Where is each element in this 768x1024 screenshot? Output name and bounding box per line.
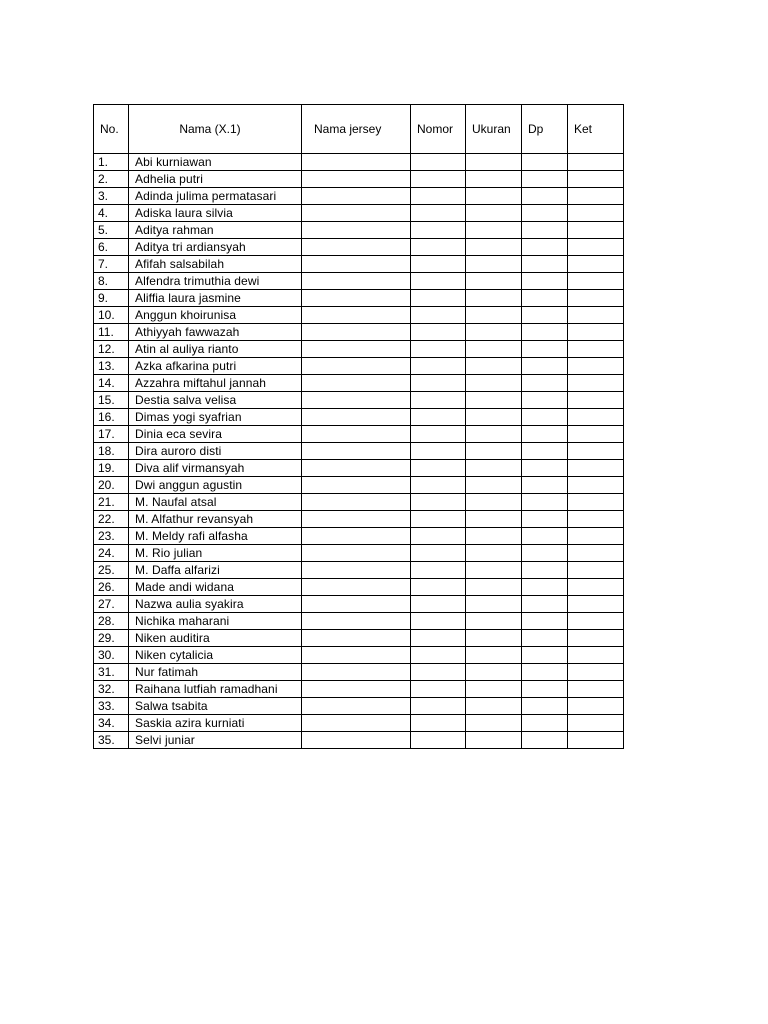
- nama-jersey-cell: [302, 256, 411, 273]
- nomor-cell: [411, 154, 466, 171]
- ket-cell: [568, 715, 624, 732]
- ket-cell: [568, 409, 624, 426]
- ket-cell: [568, 545, 624, 562]
- student-name: Raihana lutfiah ramadhani: [129, 681, 302, 698]
- row-number: 20.: [94, 477, 129, 494]
- table-row: [94, 732, 624, 749]
- table-row: [94, 460, 624, 477]
- nomor-cell: [411, 205, 466, 222]
- nomor-cell: [411, 409, 466, 426]
- row-number: 25.: [94, 562, 129, 579]
- nama-jersey-cell: [302, 698, 411, 715]
- nomor-cell: [411, 596, 466, 613]
- ket-cell: [568, 596, 624, 613]
- ket-cell: [568, 477, 624, 494]
- student-name: Aditya rahman: [129, 222, 302, 239]
- table-row: [94, 273, 624, 290]
- row-number: 29.: [94, 630, 129, 647]
- ukuran-cell: [466, 596, 522, 613]
- table-row: [94, 392, 624, 409]
- ket-cell: [568, 579, 624, 596]
- nama-jersey-cell: [302, 579, 411, 596]
- ukuran-cell: [466, 698, 522, 715]
- row-number: 2.: [94, 171, 129, 188]
- student-name: Azzahra miftahul jannah: [129, 375, 302, 392]
- nama-jersey-cell: [302, 613, 411, 630]
- dp-cell: [522, 443, 568, 460]
- ket-cell: [568, 647, 624, 664]
- nomor-cell: [411, 426, 466, 443]
- ukuran-cell: [466, 460, 522, 477]
- dp-cell: [522, 664, 568, 681]
- header-ukuran: Ukuran: [466, 105, 522, 154]
- dp-cell: [522, 426, 568, 443]
- nomor-cell: [411, 545, 466, 562]
- nomor-cell: [411, 222, 466, 239]
- row-number: 3.: [94, 188, 129, 205]
- ket-cell: [568, 222, 624, 239]
- student-name: Selvi juniar: [129, 732, 302, 749]
- table-row: [94, 528, 624, 545]
- ket-cell: [568, 154, 624, 171]
- dp-cell: [522, 324, 568, 341]
- student-name: M. Daffa alfarizi: [129, 562, 302, 579]
- nama-jersey-cell: [302, 732, 411, 749]
- nomor-cell: [411, 171, 466, 188]
- ket-cell: [568, 273, 624, 290]
- dp-cell: [522, 188, 568, 205]
- row-number: 26.: [94, 579, 129, 596]
- row-number: 5.: [94, 222, 129, 239]
- row-number: 30.: [94, 647, 129, 664]
- table-row: [94, 681, 624, 698]
- nama-jersey-cell: [302, 188, 411, 205]
- nama-jersey-cell: [302, 460, 411, 477]
- student-name: Aditya tri ardiansyah: [129, 239, 302, 256]
- student-name: Afifah salsabilah: [129, 256, 302, 273]
- table-row: [94, 426, 624, 443]
- ket-cell: [568, 511, 624, 528]
- dp-cell: [522, 698, 568, 715]
- ket-cell: [568, 494, 624, 511]
- ket-cell: [568, 528, 624, 545]
- student-name: Abi kurniawan: [129, 154, 302, 171]
- ket-cell: [568, 562, 624, 579]
- nomor-cell: [411, 443, 466, 460]
- ket-cell: [568, 239, 624, 256]
- ket-cell: [568, 358, 624, 375]
- dp-cell: [522, 647, 568, 664]
- nomor-cell: [411, 290, 466, 307]
- table-row: [94, 358, 624, 375]
- ukuran-cell: [466, 562, 522, 579]
- header-dp: Dp: [522, 105, 568, 154]
- row-number: 22.: [94, 511, 129, 528]
- student-jersey-table: [93, 104, 624, 749]
- student-name: Niken auditira: [129, 630, 302, 647]
- ukuran-cell: [466, 171, 522, 188]
- student-name: Dimas yogi syafrian: [129, 409, 302, 426]
- nomor-cell: [411, 528, 466, 545]
- nama-jersey-cell: [302, 681, 411, 698]
- nama-jersey-cell: [302, 341, 411, 358]
- table-row: [94, 715, 624, 732]
- student-name: Adiska laura silvia: [129, 205, 302, 222]
- student-name: Adhelia putri: [129, 171, 302, 188]
- student-name: Anggun khoirunisa: [129, 307, 302, 324]
- table-body: [94, 154, 624, 749]
- ukuran-cell: [466, 647, 522, 664]
- student-name: Nur fatimah: [129, 664, 302, 681]
- row-number: 31.: [94, 664, 129, 681]
- row-number: 7.: [94, 256, 129, 273]
- student-name: Nichika maharani: [129, 613, 302, 630]
- nama-jersey-cell: [302, 494, 411, 511]
- nomor-cell: [411, 698, 466, 715]
- ukuran-cell: [466, 630, 522, 647]
- table-row: [94, 443, 624, 460]
- nomor-cell: [411, 579, 466, 596]
- nama-jersey-cell: [302, 562, 411, 579]
- table-row: [94, 256, 624, 273]
- dp-cell: [522, 732, 568, 749]
- ket-cell: [568, 205, 624, 222]
- nomor-cell: [411, 732, 466, 749]
- table-row: [94, 188, 624, 205]
- nama-jersey-cell: [302, 443, 411, 460]
- ket-cell: [568, 188, 624, 205]
- table-row: [94, 511, 624, 528]
- row-number: 10.: [94, 307, 129, 324]
- row-number: 1.: [94, 154, 129, 171]
- nama-jersey-cell: [302, 205, 411, 222]
- table-row: [94, 324, 624, 341]
- nama-jersey-cell: [302, 324, 411, 341]
- nama-jersey-cell: [302, 715, 411, 732]
- nama-jersey-cell: [302, 222, 411, 239]
- row-number: 34.: [94, 715, 129, 732]
- row-number: 24.: [94, 545, 129, 562]
- dp-cell: [522, 358, 568, 375]
- ket-cell: [568, 681, 624, 698]
- nomor-cell: [411, 477, 466, 494]
- ukuran-cell: [466, 154, 522, 171]
- table-row: [94, 698, 624, 715]
- ukuran-cell: [466, 494, 522, 511]
- student-name: Alfendra trimuthia dewi: [129, 273, 302, 290]
- row-number: 16.: [94, 409, 129, 426]
- nama-jersey-cell: [302, 426, 411, 443]
- ukuran-cell: [466, 239, 522, 256]
- ket-cell: [568, 290, 624, 307]
- ket-cell: [568, 171, 624, 188]
- dp-cell: [522, 375, 568, 392]
- nama-jersey-cell: [302, 273, 411, 290]
- dp-cell: [522, 409, 568, 426]
- nama-jersey-cell: [302, 545, 411, 562]
- dp-cell: [522, 290, 568, 307]
- ukuran-cell: [466, 375, 522, 392]
- ket-cell: [568, 375, 624, 392]
- dp-cell: [522, 154, 568, 171]
- table-row: [94, 613, 624, 630]
- nomor-cell: [411, 188, 466, 205]
- row-number: 21.: [94, 494, 129, 511]
- student-name: Salwa tsabita: [129, 698, 302, 715]
- row-number: 32.: [94, 681, 129, 698]
- student-name: Athiyyah fawwazah: [129, 324, 302, 341]
- ket-cell: [568, 392, 624, 409]
- row-number: 12.: [94, 341, 129, 358]
- table-row: [94, 290, 624, 307]
- header-nomor: Nomor: [411, 105, 466, 154]
- row-number: 27.: [94, 596, 129, 613]
- nama-jersey-cell: [302, 477, 411, 494]
- row-number: 19.: [94, 460, 129, 477]
- student-name: M. Meldy rafi alfasha: [129, 528, 302, 545]
- table-row: [94, 341, 624, 358]
- nama-jersey-cell: [302, 154, 411, 171]
- student-name: Made andi widana: [129, 579, 302, 596]
- header-no: No.: [94, 105, 129, 154]
- nama-jersey-cell: [302, 664, 411, 681]
- nomor-cell: [411, 630, 466, 647]
- student-name: Adinda julima permatasari: [129, 188, 302, 205]
- nomor-cell: [411, 324, 466, 341]
- table-row: [94, 477, 624, 494]
- ukuran-cell: [466, 528, 522, 545]
- dp-cell: [522, 477, 568, 494]
- ket-cell: [568, 630, 624, 647]
- nomor-cell: [411, 511, 466, 528]
- ukuran-cell: [466, 732, 522, 749]
- header-ket: Ket: [568, 105, 624, 154]
- row-number: 13.: [94, 358, 129, 375]
- nama-jersey-cell: [302, 630, 411, 647]
- dp-cell: [522, 715, 568, 732]
- ukuran-cell: [466, 613, 522, 630]
- nomor-cell: [411, 613, 466, 630]
- nama-jersey-cell: [302, 596, 411, 613]
- nama-jersey-cell: [302, 409, 411, 426]
- ukuran-cell: [466, 579, 522, 596]
- ukuran-cell: [466, 477, 522, 494]
- ukuran-cell: [466, 511, 522, 528]
- student-name: Dwi anggun agustin: [129, 477, 302, 494]
- table-row: [94, 239, 624, 256]
- nama-jersey-cell: [302, 358, 411, 375]
- nomor-cell: [411, 460, 466, 477]
- nama-jersey-cell: [302, 290, 411, 307]
- row-number: 6.: [94, 239, 129, 256]
- ukuran-cell: [466, 392, 522, 409]
- dp-cell: [522, 562, 568, 579]
- nomor-cell: [411, 715, 466, 732]
- table-row: [94, 579, 624, 596]
- row-number: 8.: [94, 273, 129, 290]
- ket-cell: [568, 613, 624, 630]
- dp-cell: [522, 511, 568, 528]
- nomor-cell: [411, 647, 466, 664]
- dp-cell: [522, 545, 568, 562]
- nama-jersey-cell: [302, 647, 411, 664]
- nomor-cell: [411, 239, 466, 256]
- student-name: Atin al auliya rianto: [129, 341, 302, 358]
- dp-cell: [522, 460, 568, 477]
- nomor-cell: [411, 358, 466, 375]
- nomor-cell: [411, 664, 466, 681]
- nama-jersey-cell: [302, 171, 411, 188]
- header-nama: Nama (X.1): [129, 105, 302, 154]
- dp-cell: [522, 579, 568, 596]
- table-row: [94, 409, 624, 426]
- row-number: 11.: [94, 324, 129, 341]
- table-row: [94, 494, 624, 511]
- ukuran-cell: [466, 307, 522, 324]
- nomor-cell: [411, 681, 466, 698]
- nomor-cell: [411, 392, 466, 409]
- nama-jersey-cell: [302, 375, 411, 392]
- nama-jersey-cell: [302, 528, 411, 545]
- student-name: Dira auroro disti: [129, 443, 302, 460]
- row-number: 33.: [94, 698, 129, 715]
- nomor-cell: [411, 375, 466, 392]
- ukuran-cell: [466, 426, 522, 443]
- ket-cell: [568, 664, 624, 681]
- nomor-cell: [411, 562, 466, 579]
- dp-cell: [522, 613, 568, 630]
- student-name: Niken cytalicia: [129, 647, 302, 664]
- table-row: [94, 562, 624, 579]
- dp-cell: [522, 239, 568, 256]
- student-name: Azka afkarina putri: [129, 358, 302, 375]
- ket-cell: [568, 443, 624, 460]
- dp-cell: [522, 222, 568, 239]
- ukuran-cell: [466, 443, 522, 460]
- dp-cell: [522, 494, 568, 511]
- table-row: [94, 375, 624, 392]
- table-row: [94, 171, 624, 188]
- table-row: [94, 630, 624, 647]
- table-header-row: [94, 105, 624, 154]
- ukuran-cell: [466, 188, 522, 205]
- table-row: [94, 222, 624, 239]
- ukuran-cell: [466, 715, 522, 732]
- nama-jersey-cell: [302, 239, 411, 256]
- ukuran-cell: [466, 222, 522, 239]
- ukuran-cell: [466, 409, 522, 426]
- ket-cell: [568, 307, 624, 324]
- student-name: Aliffia laura jasmine: [129, 290, 302, 307]
- row-number: 28.: [94, 613, 129, 630]
- dp-cell: [522, 630, 568, 647]
- table-row: [94, 545, 624, 562]
- ukuran-cell: [466, 545, 522, 562]
- ukuran-cell: [466, 205, 522, 222]
- ukuran-cell: [466, 273, 522, 290]
- row-number: 23.: [94, 528, 129, 545]
- nama-jersey-cell: [302, 392, 411, 409]
- student-name: Nazwa aulia syakira: [129, 596, 302, 613]
- dp-cell: [522, 681, 568, 698]
- nama-jersey-cell: [302, 511, 411, 528]
- nomor-cell: [411, 494, 466, 511]
- ukuran-cell: [466, 358, 522, 375]
- student-name: M. Naufal atsal: [129, 494, 302, 511]
- ukuran-cell: [466, 664, 522, 681]
- dp-cell: [522, 596, 568, 613]
- ket-cell: [568, 732, 624, 749]
- table-row: [94, 154, 624, 171]
- student-name: Destia salva velisa: [129, 392, 302, 409]
- table-row: [94, 307, 624, 324]
- nomor-cell: [411, 273, 466, 290]
- ukuran-cell: [466, 256, 522, 273]
- dp-cell: [522, 307, 568, 324]
- ukuran-cell: [466, 324, 522, 341]
- dp-cell: [522, 205, 568, 222]
- table-row: [94, 596, 624, 613]
- nomor-cell: [411, 341, 466, 358]
- ket-cell: [568, 256, 624, 273]
- row-number: 17.: [94, 426, 129, 443]
- row-number: 14.: [94, 375, 129, 392]
- row-number: 9.: [94, 290, 129, 307]
- dp-cell: [522, 171, 568, 188]
- dp-cell: [522, 256, 568, 273]
- row-number: 18.: [94, 443, 129, 460]
- nomor-cell: [411, 307, 466, 324]
- dp-cell: [522, 392, 568, 409]
- header-nama-jersey: Nama jersey: [302, 105, 411, 154]
- ukuran-cell: [466, 341, 522, 358]
- student-name: M. Alfathur revansyah: [129, 511, 302, 528]
- row-number: 35.: [94, 732, 129, 749]
- ket-cell: [568, 324, 624, 341]
- row-number: 15.: [94, 392, 129, 409]
- dp-cell: [522, 341, 568, 358]
- nomor-cell: [411, 256, 466, 273]
- table-row: [94, 664, 624, 681]
- ket-cell: [568, 426, 624, 443]
- ket-cell: [568, 460, 624, 477]
- student-name: Dinia eca sevira: [129, 426, 302, 443]
- ukuran-cell: [466, 290, 522, 307]
- row-number: 4.: [94, 205, 129, 222]
- ukuran-cell: [466, 681, 522, 698]
- table-row: [94, 647, 624, 664]
- ket-cell: [568, 341, 624, 358]
- student-name: Diva alif virmansyah: [129, 460, 302, 477]
- table-row: [94, 205, 624, 222]
- dp-cell: [522, 273, 568, 290]
- dp-cell: [522, 528, 568, 545]
- ket-cell: [568, 698, 624, 715]
- student-name: M. Rio julian: [129, 545, 302, 562]
- nama-jersey-cell: [302, 307, 411, 324]
- student-name: Saskia azira kurniati: [129, 715, 302, 732]
